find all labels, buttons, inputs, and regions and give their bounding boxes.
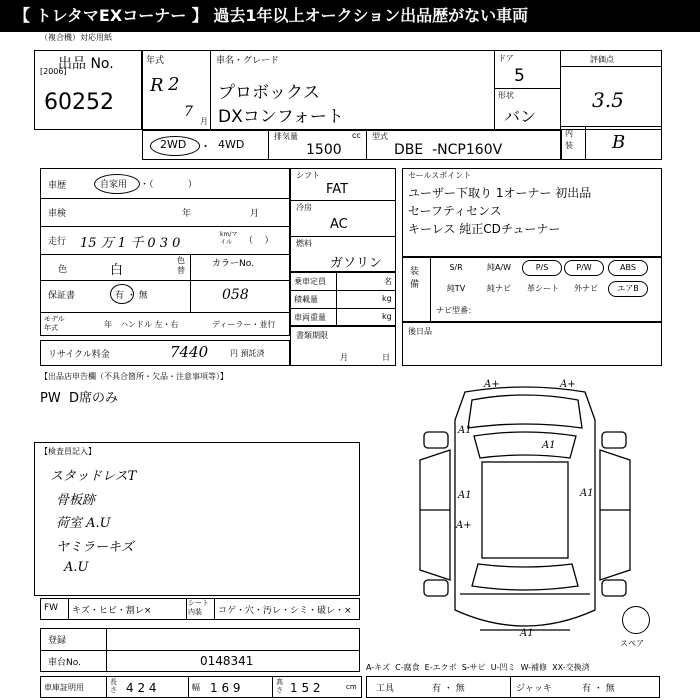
color-code-label: カラーNo.: [212, 259, 254, 269]
spare-label: スペア: [620, 639, 644, 648]
recycle-value: 7440: [170, 343, 209, 361]
equip-pw: P/W: [564, 260, 604, 276]
header-title: 【 トレタマEXコーナー 】 過去1年以上オークション出品歴がない車両: [14, 6, 529, 25]
spare-tire-icon: [622, 606, 650, 634]
mark-1: A+: [484, 379, 500, 390]
weight-label: 車両重量: [294, 313, 326, 322]
month-value: 7: [184, 104, 193, 120]
mark-2: A+: [560, 379, 576, 390]
inspection-month-unit: 月: [250, 209, 260, 219]
mark-5: A1: [458, 490, 472, 501]
sales-label: セールスポイント: [408, 171, 472, 180]
registration-label: 登録: [48, 636, 67, 646]
extra-box: [402, 322, 662, 366]
report-label: 【出品店申告欄（不具合箇所・欠品・注意事項等）】: [40, 372, 228, 381]
deadline-day-unit: 日: [382, 353, 390, 362]
doors-label: ドア: [498, 54, 514, 63]
mileage-value: 15 万 1 千 0 3 0: [80, 236, 181, 251]
tools-value: 有 ・ 無: [432, 684, 465, 694]
equip-ps: P/S: [522, 260, 562, 276]
cert-width-label: 幅: [192, 683, 200, 692]
fuel-label: 燃料: [296, 239, 312, 248]
mileage-label: 走行: [48, 237, 67, 247]
load-unit: kg: [382, 294, 392, 303]
cert-width: 1 6 9: [210, 681, 241, 695]
history-label: 車歴: [48, 181, 67, 191]
color-label: 色: [58, 265, 68, 275]
shape-label: 形状: [498, 91, 514, 100]
sales-line-1: ユーザー下取り 1オーナー 初出品: [408, 186, 592, 200]
doors-value: 5: [514, 66, 525, 86]
car-hood: [468, 395, 582, 428]
sales-line-2: セーフティセンス: [408, 204, 502, 218]
mark-4: A1: [542, 440, 556, 451]
interior-label: 内装: [565, 129, 573, 150]
inspector-note-2: 骨板跡: [56, 493, 96, 508]
displacement-label: 排気量: [274, 132, 298, 141]
cert-unit: cm: [346, 683, 357, 691]
chassis-label: 車台No.: [48, 658, 81, 668]
jack-label: ジャッキ: [516, 684, 552, 694]
inspector-label: 【検査員記入】: [40, 447, 96, 456]
drive-sep: ・: [200, 140, 211, 153]
mark-8: A1: [520, 628, 534, 639]
cert-height-label: 高さ: [276, 678, 283, 694]
equip-navi: 純ナビ: [487, 284, 511, 293]
equip-airbag: エアB: [608, 281, 648, 297]
seat-text: コゲ・穴・汚レ・シミ・破レ・×: [218, 606, 352, 616]
car-diagram: [410, 380, 640, 650]
fw-label: FW: [44, 603, 59, 613]
load-label: 積載量: [294, 295, 318, 304]
car-grade: DXコンフォート: [218, 107, 344, 127]
drive-2wd: 2WD: [160, 138, 187, 151]
lot-year-tag: [2006]: [40, 67, 67, 76]
warranty-options: 有 ・ 無: [115, 291, 148, 301]
displacement-unit: cc: [352, 131, 361, 140]
color-value: 白: [110, 263, 124, 278]
year-value: 2: [168, 74, 180, 95]
deadline-month-unit: 月: [340, 353, 348, 362]
model-year-unit: 年: [104, 320, 112, 329]
year-label: 年式: [146, 56, 165, 66]
fuel-value: ガソリン: [330, 256, 383, 271]
car-roof: [482, 462, 568, 558]
car-name: プロボックス: [218, 83, 320, 103]
inspector-note-4: ヤミラーキズ: [56, 540, 134, 555]
wheel-rl: [424, 580, 448, 596]
seat-label: シート内装: [188, 599, 209, 616]
equip-aw: 純A/W: [486, 263, 512, 272]
extra-label: 後日品: [408, 327, 432, 336]
score-label: 評価点: [590, 55, 614, 64]
color-side-label: 色替: [177, 256, 185, 275]
model-label: 型式: [372, 132, 388, 141]
shift-label: シフト: [296, 171, 320, 180]
chassis-value: 0148341: [200, 654, 254, 668]
warranty-label: 保証書: [48, 291, 76, 301]
left-table: [40, 168, 290, 336]
cert-len: 4 2 4: [126, 681, 157, 695]
model-value: DBE -NCP160V: [394, 142, 503, 158]
month-unit: 月: [200, 117, 208, 126]
equip-abs: ABS: [608, 260, 648, 276]
inspection-label: 車検: [48, 209, 67, 219]
car-windshield: [474, 432, 576, 458]
capacity-unit: 名: [384, 277, 392, 286]
sales-line-3: キーレス 純正CDチューナー: [408, 222, 561, 236]
tools-row: [366, 676, 660, 698]
car-label: 車名・グレード: [216, 56, 280, 66]
inspector-note-5: A.U: [64, 560, 89, 575]
fw-text: キズ・ヒビ・割レ×: [72, 606, 152, 616]
car-right-side: [600, 450, 630, 580]
wheel-fr: [602, 432, 626, 448]
model-year-label: モデル年式: [44, 315, 65, 332]
equip-ext-navi: 外ナビ: [574, 284, 598, 293]
color-code: 058: [222, 287, 249, 303]
score-value: 3.5: [592, 88, 624, 112]
equip-tv: 純TV: [446, 284, 466, 293]
equip-sr: S/R: [449, 263, 463, 272]
tools-label: 工具: [376, 684, 395, 694]
drive-4wd: 4WD: [218, 138, 245, 151]
equipment-label: 装備: [410, 267, 420, 290]
cert-height: 1 5 2: [290, 681, 321, 695]
mark-3: A1: [458, 425, 472, 436]
ac-value: AC: [330, 217, 348, 232]
navi-model-label: ナビ型番：: [436, 306, 476, 315]
wheel-rr: [602, 580, 626, 596]
mark-7: A+: [456, 520, 472, 531]
inspector-note-3: 荷室 A.U: [56, 516, 111, 531]
shift-value: FAT: [326, 182, 349, 197]
ac-label: 冷房: [296, 203, 312, 212]
equip-leather: 革シート: [527, 284, 559, 293]
recycle-unit: 円 預託済: [230, 349, 265, 358]
weight-unit: kg: [382, 312, 392, 321]
recycle-label: リサイクル料金: [48, 350, 110, 360]
deadline-label: 書類期限: [296, 331, 328, 340]
cert-len-label: 長さ: [110, 678, 117, 694]
history-value: 自家用: [100, 180, 128, 190]
mileage-paren: （ ）: [244, 236, 274, 246]
displacement-value: 1500: [306, 142, 342, 158]
lot-number: 60252: [44, 90, 114, 115]
inspector-note-1: スタッドレスT: [50, 469, 137, 484]
year-era: R: [150, 75, 164, 96]
history-rest: ・（ ）: [140, 180, 197, 190]
inspection-year-unit: 年: [182, 209, 192, 219]
wheel-fl: [424, 432, 448, 448]
car-rear-window: [472, 564, 578, 590]
damage-legend: A-キズ C-腐食 E-エクボ S-サビ U-凹ミ W-補修 XX-交換済: [366, 663, 590, 672]
model-year-dealer: ディーラー・並行: [212, 320, 276, 329]
shape-value: バン: [504, 107, 537, 126]
mileage-unit: km/マイル: [220, 231, 238, 246]
mark-6: A1: [580, 488, 594, 499]
jack-value: 有 ・ 無: [582, 684, 615, 694]
capacity-label: 乗車定員: [294, 277, 326, 286]
interior-value: B: [612, 132, 626, 153]
report-text: PW D席のみ: [40, 391, 118, 406]
sub-title: （複合機）対応用紙: [40, 33, 112, 42]
car-left-side: [420, 450, 450, 580]
model-year-handle: ハンドル 左・右: [120, 320, 179, 329]
lot-label: 出品 No.: [58, 56, 114, 72]
cert-label: 車庫証明用: [44, 683, 84, 692]
